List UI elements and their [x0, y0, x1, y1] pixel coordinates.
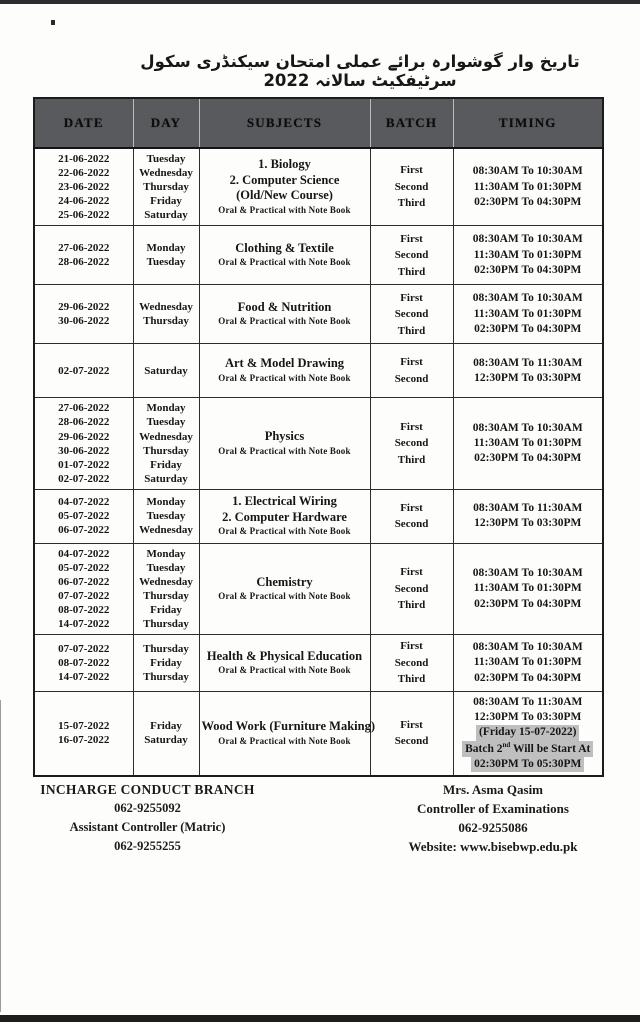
footer-right-line: Controller of Examinations: [417, 801, 569, 816]
cell-dates: [34, 691, 133, 776]
timing-line: [456, 356, 601, 371]
cell-timings: [453, 489, 603, 543]
table-row: [34, 226, 603, 285]
batch-line: Third: [397, 197, 426, 210]
timing-line: [456, 322, 601, 337]
date-line: 15-07-2022: [58, 720, 110, 733]
cell-batches: [370, 635, 453, 692]
table-row: [34, 489, 603, 543]
cell-dates: [34, 489, 133, 543]
cell-subject: [199, 344, 370, 398]
day-line: Thursday: [143, 315, 189, 328]
timing-line: [456, 516, 601, 531]
column-header-timing: TIMING: [453, 98, 603, 148]
subject-note: Oral & Practical with Note Book: [218, 204, 351, 215]
cell-days: [133, 148, 199, 226]
day-line: Friday: [150, 195, 182, 208]
day-line: Tuesday: [146, 561, 186, 574]
day-line: Monday: [146, 402, 186, 415]
subject-line: 1. Biology: [258, 157, 311, 171]
footer-right-line: 062-9255086: [458, 820, 528, 835]
timing-line: [456, 655, 601, 670]
timing-line: [456, 421, 601, 436]
timing-line: [456, 451, 601, 466]
cell-subject: [199, 691, 376, 776]
day-line: Friday: [150, 720, 182, 733]
cell-subject: [199, 148, 370, 226]
timing-highlighted-text: Batch 2nd Will be Start At: [462, 741, 593, 757]
day-line: Saturday: [144, 364, 188, 377]
table-header-row: [34, 98, 603, 148]
timing-text: 11:30AM To 01:30PM: [473, 307, 582, 320]
cell-dates: [34, 285, 133, 344]
cell-timings: [453, 635, 603, 692]
timing-line: [456, 725, 601, 740]
timing-line: [456, 232, 601, 247]
cell-timings: [453, 226, 603, 285]
footer-left-line: INCHARGE CONDUCT BRANCH: [40, 782, 255, 797]
date-line: 06-07-2022: [58, 576, 110, 589]
date-line: 27-06-2022: [58, 242, 110, 255]
timing-text: 08:30AM To 10:30AM: [472, 292, 583, 305]
date-line: 28-06-2022: [58, 416, 110, 429]
day-line: Friday: [150, 604, 182, 617]
date-line: 05-07-2022: [58, 510, 110, 523]
timetable-body: [34, 148, 603, 776]
day-line: Monday: [146, 242, 186, 255]
day-line: Wednesday: [139, 167, 193, 180]
batch-line: First: [400, 291, 423, 304]
cell-timings: [453, 148, 603, 226]
column-header-batch: BATCH: [370, 98, 453, 148]
cell-dates: [34, 344, 133, 398]
timing-text: 08:30AM To 10:30AM: [472, 567, 583, 580]
day-line: Thursday: [143, 618, 189, 631]
timing-text: 08:30AM To 10:30AM: [472, 641, 583, 654]
column-header-day: DAY: [133, 98, 199, 148]
day-line: Wednesday: [139, 301, 193, 314]
timing-text: 12:30PM To 03:30PM: [474, 711, 582, 724]
column-header-subjects: SUBJECTS: [199, 98, 370, 148]
footer-right-line: Mrs. Asma Qasim: [442, 782, 544, 797]
timing-line: [456, 757, 601, 772]
date-line: 29-06-2022: [58, 430, 110, 443]
timing-line: [456, 695, 601, 710]
timing-highlighted-text: (Friday 15-07-2022): [476, 725, 579, 740]
footer-left-line: 062-9255255: [114, 839, 181, 853]
day-line: Thursday: [143, 671, 189, 684]
timing-text: 08:30AM To 10:30AM: [472, 165, 583, 178]
date-line: 04-07-2022: [58, 496, 110, 509]
cell-timings: [453, 398, 603, 489]
footer-right-line: Website: www.bisebwp.edu.pk: [408, 839, 578, 854]
subject-line: (Old/New Course): [236, 188, 333, 203]
batch-line: Second: [394, 656, 429, 669]
date-line: 07-07-2022: [58, 642, 110, 655]
timing-line: [456, 741, 601, 757]
batch-line: First: [400, 501, 423, 514]
cell-days: [133, 635, 199, 692]
timing-text: 08:30AM To 10:30AM: [472, 233, 583, 246]
subject-note: Oral & Practical with Note Book: [218, 445, 351, 456]
timing-line: [456, 710, 601, 725]
cell-dates: [34, 543, 133, 634]
table-row: [34, 285, 603, 344]
cell-days: [133, 285, 199, 344]
batch-line: First: [400, 232, 423, 245]
cell-batches: [370, 344, 453, 398]
timing-line: [456, 164, 601, 179]
timing-line: [456, 263, 601, 278]
cell-days: [133, 691, 199, 776]
table-row: [34, 543, 603, 634]
cell-subject: [199, 489, 370, 543]
day-line: Saturday: [144, 472, 188, 485]
date-line: 02-07-2022: [58, 364, 110, 377]
cell-dates: [34, 226, 133, 285]
timing-text: 12:30PM To 03:30PM: [474, 517, 582, 530]
subject-line: Chemistry: [256, 574, 313, 589]
date-line: 25-06-2022: [58, 209, 110, 222]
date-line: 30-06-2022: [58, 444, 110, 457]
timing-text: 08:30AM To 10:30AM: [472, 421, 583, 434]
date-line: 14-07-2022: [58, 618, 110, 631]
date-line: 02-07-2022: [58, 472, 110, 485]
timing-line: [456, 307, 601, 322]
day-line: Friday: [150, 458, 182, 471]
day-line: Thursday: [143, 642, 189, 655]
subject-note: Oral & Practical with Note Book: [218, 257, 351, 268]
footer-left-line: Assistant Controller (Matric): [69, 820, 226, 834]
day-line: Wednesday: [139, 576, 193, 589]
timing-text: 11:30AM To 01:30PM: [473, 436, 582, 449]
timing-text: 11:30AM To 01:30PM: [473, 180, 582, 193]
date-line: 23-06-2022: [58, 181, 110, 194]
exam-timetable: [33, 97, 604, 777]
day-line: Tuesday: [146, 256, 186, 269]
cell-days: [133, 226, 199, 285]
batch-line: Second: [394, 249, 429, 262]
table-row: [34, 148, 603, 226]
date-line: 08-07-2022: [58, 604, 110, 617]
cell-batches: [370, 543, 453, 634]
table-row: [34, 344, 603, 398]
batch-line: Third: [397, 673, 426, 686]
cell-batches: [370, 148, 453, 226]
footer-left-line: 062-9255092: [114, 801, 181, 815]
batch-line: Second: [394, 437, 429, 450]
day-line: Tuesday: [146, 416, 186, 429]
timing-text: 02:30PM To 04:30PM: [474, 671, 582, 684]
subject-line: Art & Model Drawing: [224, 356, 345, 371]
batch-line: First: [400, 420, 423, 433]
day-line: Friday: [150, 657, 182, 670]
cell-batches: [370, 226, 453, 285]
cell-days: [133, 398, 199, 489]
day-line: Wednesday: [139, 524, 193, 537]
table-row: [34, 635, 603, 692]
cell-subject: [199, 285, 370, 344]
timing-text: 08:30AM To 11:30AM: [473, 356, 583, 369]
day-line: Tuesday: [146, 510, 186, 523]
date-line: 05-07-2022: [58, 561, 110, 574]
day-line: Thursday: [143, 444, 189, 457]
day-line: Monday: [146, 547, 186, 560]
cell-batches: [370, 489, 453, 543]
document-title-urdu: تاریخ وار گوشوارہ برائے عملی امتحان سیکنڈری سکول سرٹیفکیٹ سالانہ 2022: [140, 52, 580, 90]
cell-timings: [453, 344, 603, 398]
timing-text: 08:30AM To 11:30AM: [473, 695, 583, 708]
scan-top-edge-bar: [0, 0, 640, 4]
date-line: 06-07-2022: [58, 524, 110, 537]
subject-note: Oral & Practical with Note Book: [218, 591, 351, 602]
timing-line: [456, 640, 601, 655]
day-line: Tuesday: [146, 153, 186, 165]
day-line: Wednesday: [139, 430, 193, 443]
timing-line: [456, 671, 601, 686]
subject-line: 1. Electrical Wiring: [232, 493, 337, 508]
timing-line: [456, 566, 601, 581]
cell-days: [133, 543, 199, 634]
timing-line: [456, 371, 601, 386]
batch-line: Second: [394, 518, 429, 531]
cell-batches: [370, 398, 453, 489]
footer-controller-info: [378, 780, 608, 856]
subject-line: 2. Computer Science: [229, 172, 340, 187]
date-line: 14-07-2022: [58, 671, 110, 684]
date-line: 04-07-2022: [58, 547, 110, 560]
cell-batches: [370, 285, 453, 344]
subject-note: Oral & Practical with Note Book: [218, 665, 351, 676]
day-line: Thursday: [143, 590, 189, 603]
timing-text: 02:30PM To 04:30PM: [474, 195, 582, 208]
subject-note: Oral & Practical with Note Book: [218, 316, 351, 327]
subject-note: Oral & Practical with Note Book: [218, 372, 351, 383]
timing-line: [456, 597, 601, 612]
timing-line: [456, 436, 601, 451]
scan-left-edge-line: [0, 700, 1, 1012]
batch-line: Second: [394, 735, 429, 748]
subject-note: Oral & Practical with Note Book: [218, 526, 351, 537]
subject-note: Oral & Practical with Note Book: [218, 735, 351, 746]
date-line: 07-07-2022: [58, 590, 110, 603]
cell-dates: [34, 398, 133, 489]
scan-bottom-edge-bar: [0, 1015, 640, 1022]
cell-dates: [34, 148, 133, 226]
batch-line: Second: [394, 582, 429, 595]
cell-days: [133, 344, 199, 398]
timing-line: [456, 195, 601, 210]
subject-line: Physics: [264, 429, 305, 444]
timing-text: 02:30PM To 04:30PM: [474, 597, 582, 610]
batch-line: First: [400, 164, 423, 177]
timing-line: [456, 291, 601, 306]
date-line: 24-06-2022: [58, 195, 110, 208]
batch-line: First: [400, 566, 423, 579]
date-line: 16-07-2022: [58, 734, 110, 747]
cell-timings: [453, 285, 603, 344]
batch-line: First: [400, 640, 423, 653]
timing-line: [456, 501, 601, 516]
timing-text: 11:30AM To 01:30PM: [473, 582, 582, 595]
subject-line: Clothing & Textile: [235, 240, 334, 255]
date-line: 28-06-2022: [58, 256, 110, 269]
column-header-date: DATE: [34, 98, 133, 148]
date-line: 21-06-2022: [58, 153, 110, 165]
cell-subject: [199, 635, 370, 692]
date-line: 27-06-2022: [58, 402, 110, 415]
timing-line: [456, 248, 601, 263]
timing-text: 12:30PM To 03:30PM: [474, 371, 582, 384]
subject-line: Food & Nutrition: [237, 299, 332, 314]
day-line: Saturday: [144, 734, 188, 747]
timing-line: [456, 581, 601, 596]
table-row: [34, 398, 603, 489]
batch-line: Third: [397, 453, 426, 466]
timing-text: 02:30PM To 04:30PM: [474, 264, 582, 277]
date-line: 29-06-2022: [58, 301, 110, 314]
batch-line: First: [400, 718, 423, 731]
timing-text: 02:30PM To 04:30PM: [474, 323, 582, 336]
batch-line: Second: [394, 372, 429, 385]
timing-line: [456, 180, 601, 195]
subject-line: 2. Computer Hardware: [222, 509, 347, 524]
timing-highlighted-text: 02:30PM To 05:30PM: [471, 757, 584, 772]
cell-days: [133, 489, 199, 543]
footer-conduct-branch: [25, 780, 270, 856]
timing-text: 08:30AM To 11:30AM: [473, 502, 583, 515]
cell-batches: [370, 691, 453, 776]
timing-text: 02:30PM To 04:30PM: [474, 452, 582, 465]
timing-text: 11:30AM To 01:30PM: [473, 656, 582, 669]
cell-subject: [199, 543, 370, 634]
date-line: 08-07-2022: [58, 657, 110, 670]
cell-subject: [199, 398, 370, 489]
cell-dates: [34, 635, 133, 692]
cell-timings: [453, 543, 603, 634]
batch-line: Third: [397, 324, 426, 337]
date-line: 22-06-2022: [58, 167, 110, 180]
batch-line: Second: [394, 308, 429, 321]
day-line: Monday: [146, 496, 186, 509]
batch-line: Third: [397, 599, 426, 612]
subject-line: Wood Work (Furniture Making): [201, 718, 376, 733]
batch-line: First: [400, 356, 423, 369]
cell-timings: [453, 691, 603, 776]
batch-line: Second: [394, 180, 429, 193]
batch-line: Third: [397, 265, 426, 278]
cell-subject: [199, 226, 370, 285]
date-line: 01-07-2022: [58, 458, 110, 471]
table-row: [34, 691, 603, 776]
date-line: 30-06-2022: [58, 315, 110, 328]
timing-text: 11:30AM To 01:30PM: [473, 248, 582, 261]
subject-line: Health & Physical Education: [206, 648, 363, 663]
day-line: Saturday: [144, 209, 188, 222]
scan-artifact-speck: [51, 20, 55, 25]
day-line: Thursday: [143, 181, 189, 194]
